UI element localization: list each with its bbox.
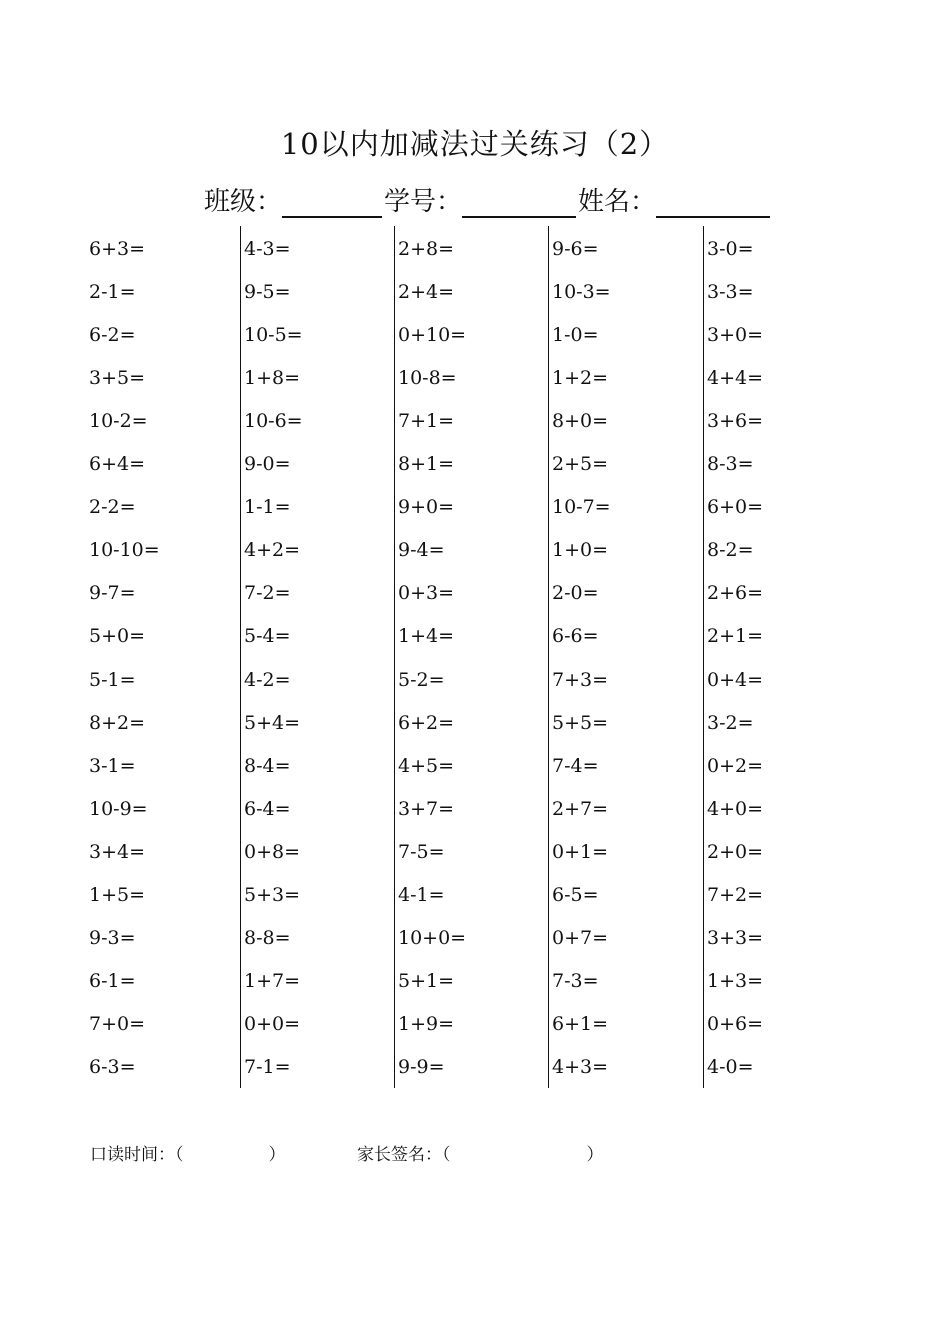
problem-item: 6-6= bbox=[552, 625, 599, 648]
problem-item: 1+8= bbox=[244, 367, 301, 390]
problem-item: 3+5= bbox=[89, 367, 146, 390]
problem-item: 9-7= bbox=[89, 582, 136, 605]
problem-item: 10-7= bbox=[552, 496, 611, 519]
problem-item: 0+4= bbox=[707, 668, 764, 691]
problem-item: 7-2= bbox=[244, 582, 291, 605]
problem-item: 1+7= bbox=[244, 969, 301, 992]
problem-item: 9-9= bbox=[398, 1055, 445, 1078]
problem-item: 7+3= bbox=[552, 668, 609, 691]
problem-item: 4+0= bbox=[707, 797, 764, 820]
problem-item: 2-0= bbox=[552, 582, 599, 605]
problem-item: 4-0= bbox=[707, 1055, 754, 1078]
problem-item: 4+2= bbox=[244, 539, 301, 562]
problem-item: 3-0= bbox=[707, 238, 754, 260]
problem-item: 1+3= bbox=[707, 969, 764, 992]
problem-item: 3-1= bbox=[89, 754, 136, 777]
problem-item: 8+2= bbox=[89, 711, 146, 734]
problem-item: 9-5= bbox=[244, 281, 291, 304]
problem-item: 6-1= bbox=[89, 969, 136, 992]
problem-item: 4+3= bbox=[552, 1055, 609, 1078]
problem-item: 5-4= bbox=[244, 625, 291, 648]
problem-item: 9-6= bbox=[552, 238, 599, 260]
problem-item: 7-1= bbox=[244, 1055, 291, 1078]
problem-item: 5+0= bbox=[89, 625, 146, 648]
parent-signature-field: 家长签名：（ ） bbox=[357, 1145, 604, 1165]
problem-item: 1-1= bbox=[244, 496, 291, 519]
name-blank[interactable] bbox=[656, 188, 770, 218]
problem-item: 0+6= bbox=[707, 1012, 764, 1035]
student-info-row bbox=[204, 181, 772, 218]
problem-item: 0+10= bbox=[398, 324, 467, 347]
problem-item: 1+5= bbox=[89, 883, 146, 906]
problem-item: 10-10= bbox=[89, 539, 160, 562]
problem-item: 5-1= bbox=[89, 668, 136, 691]
problem-item: 2-2= bbox=[89, 496, 136, 519]
problem-item: 6-3= bbox=[89, 1055, 136, 1078]
problem-item: 3-3= bbox=[707, 281, 754, 304]
problem-item: 7-4= bbox=[552, 754, 599, 777]
problem-item: 0+2= bbox=[707, 754, 764, 777]
problem-item: 7+0= bbox=[89, 1012, 146, 1035]
problem-item: 6-5= bbox=[552, 883, 599, 906]
name-label: 姓名： bbox=[578, 187, 657, 217]
problem-item: 6-2= bbox=[89, 324, 136, 347]
problem-item: 10-5= bbox=[244, 324, 303, 347]
problem-item: 3-2= bbox=[707, 711, 754, 734]
problem-item: 8+0= bbox=[552, 410, 609, 433]
problem-column-4 bbox=[548, 226, 699, 1088]
problem-item: 1+2= bbox=[552, 367, 609, 390]
problem-item: 2+0= bbox=[707, 840, 764, 863]
problem-column-3 bbox=[394, 226, 545, 1088]
problem-column-1 bbox=[86, 226, 236, 1088]
problem-item: 4+4= bbox=[707, 367, 764, 390]
problem-item: 1+9= bbox=[398, 1012, 455, 1035]
problem-item: 10-6= bbox=[244, 410, 303, 433]
problem-item: 6+0= bbox=[707, 496, 764, 519]
problem-item: 2+7= bbox=[552, 797, 609, 820]
problem-item: 6+4= bbox=[89, 453, 146, 476]
problem-item: 9-3= bbox=[89, 926, 136, 949]
problem-item: 7-3= bbox=[552, 969, 599, 992]
student-id-label: 学号： bbox=[384, 187, 463, 217]
class-label: 班级： bbox=[204, 187, 283, 217]
problem-item: 9-4= bbox=[398, 539, 445, 562]
problem-item: 3+0= bbox=[707, 324, 764, 347]
problem-item: 10-8= bbox=[398, 367, 457, 390]
problem-item: 2+5= bbox=[552, 453, 609, 476]
problem-item: 8+1= bbox=[398, 453, 455, 476]
problem-item: 0+3= bbox=[398, 582, 455, 605]
problem-item: 1+4= bbox=[398, 625, 455, 648]
problem-item: 9-0= bbox=[244, 453, 291, 476]
problem-item: 6+2= bbox=[398, 711, 455, 734]
problem-item: 2+8= bbox=[398, 238, 455, 260]
problem-item: 3+4= bbox=[89, 840, 146, 863]
problem-item: 2-1= bbox=[89, 281, 136, 304]
problem-item: 5+1= bbox=[398, 969, 455, 992]
problem-item: 2+6= bbox=[707, 582, 764, 605]
problem-item: 8-2= bbox=[707, 539, 754, 562]
problem-item: 5+5= bbox=[552, 711, 609, 734]
class-blank[interactable] bbox=[282, 188, 382, 218]
problem-column-5 bbox=[703, 226, 854, 1088]
problem-item: 8-4= bbox=[244, 754, 291, 777]
problem-item: 10+0= bbox=[398, 926, 467, 949]
problem-item: 3+3= bbox=[707, 926, 764, 949]
problem-item: 7-5= bbox=[398, 840, 445, 863]
problem-item: 3+6= bbox=[707, 410, 764, 433]
problem-item: 0+1= bbox=[552, 840, 609, 863]
problem-item: 4+5= bbox=[398, 754, 455, 777]
problem-item: 6+3= bbox=[89, 238, 146, 260]
problem-item: 9+0= bbox=[398, 496, 455, 519]
student-id-blank[interactable] bbox=[462, 188, 576, 218]
problem-item: 4-1= bbox=[398, 883, 445, 906]
problem-item: 2+4= bbox=[398, 281, 455, 304]
problem-item: 7+1= bbox=[398, 410, 455, 433]
problem-item: 3+7= bbox=[398, 797, 455, 820]
problem-item: 0+0= bbox=[244, 1012, 301, 1035]
problem-item: 1-0= bbox=[552, 324, 599, 347]
problem-item: 7+2= bbox=[707, 883, 764, 906]
problem-item: 10-2= bbox=[89, 410, 148, 433]
problem-item: 5+4= bbox=[244, 711, 301, 734]
problem-item: 0+7= bbox=[552, 926, 609, 949]
problem-item: 0+8= bbox=[244, 840, 301, 863]
problem-item: 6-4= bbox=[244, 797, 291, 820]
problem-item: 1+0= bbox=[552, 539, 609, 562]
problem-item: 5+3= bbox=[244, 883, 301, 906]
problem-item: 8-8= bbox=[244, 926, 291, 949]
problem-item: 8-3= bbox=[707, 453, 754, 476]
problem-item: 6+1= bbox=[552, 1012, 609, 1035]
problem-item: 4-3= bbox=[244, 238, 291, 260]
problem-item: 5-2= bbox=[398, 668, 445, 691]
problem-item: 10-3= bbox=[552, 281, 611, 304]
read-time-field: 口读时间：（ ） bbox=[90, 1145, 286, 1165]
problem-item: 4-2= bbox=[244, 668, 291, 691]
problem-column-2 bbox=[240, 226, 391, 1088]
problem-item: 2+1= bbox=[707, 625, 764, 648]
problem-item: 10-9= bbox=[89, 797, 148, 820]
worksheet-title: 10以内加减法过关练习（2） bbox=[280, 127, 670, 161]
